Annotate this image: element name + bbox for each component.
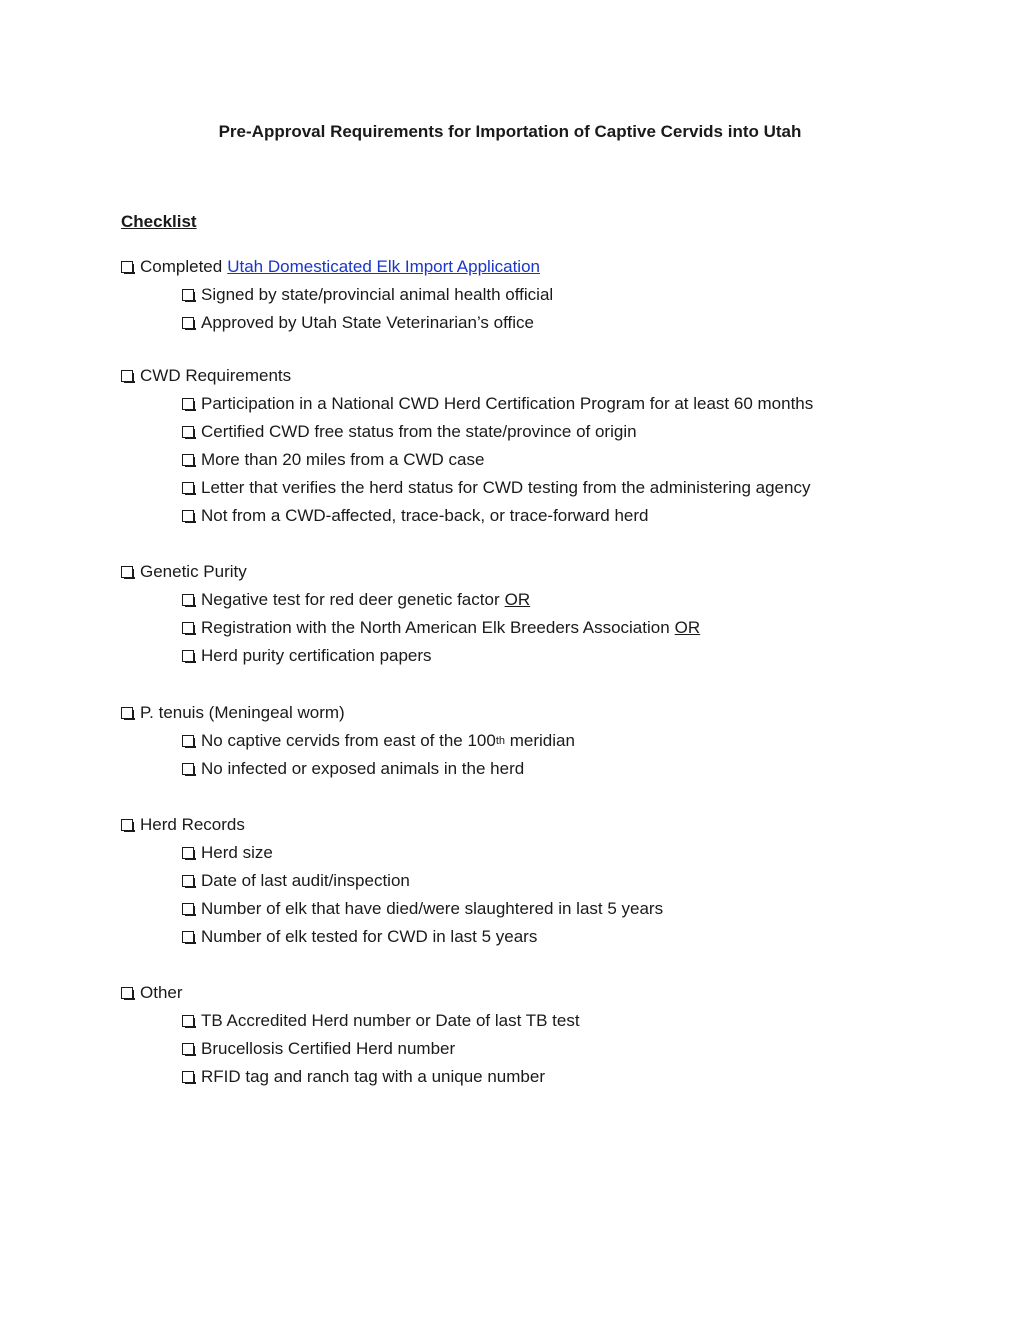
checkbox-icon[interactable] xyxy=(182,398,194,410)
checklist-subitem[interactable] xyxy=(182,449,484,471)
checklist-subitem[interactable] xyxy=(182,421,637,443)
checklist-subitem[interactable] xyxy=(182,312,534,334)
checklist-subitem[interactable] xyxy=(182,1066,545,1088)
item-label: Participation in a National CWD Herd Certification Program for at least 60 months xyxy=(201,394,814,413)
checkbox-icon[interactable] xyxy=(182,454,194,466)
checklist-subitem[interactable] xyxy=(182,617,700,639)
item-label: Letter that verifies the herd status for CWD testing from the administering agency xyxy=(201,478,811,497)
checklist-subitem[interactable] xyxy=(182,926,537,948)
checkbox-icon[interactable] xyxy=(182,1015,194,1027)
checkbox-icon[interactable] xyxy=(182,875,194,887)
checkbox-icon[interactable] xyxy=(121,261,133,273)
checkbox-icon[interactable] xyxy=(182,1043,194,1055)
checkbox-icon[interactable] xyxy=(182,735,194,747)
item-label: Brucellosis Certified Herd number xyxy=(201,1039,456,1058)
checklist-item-application[interactable] xyxy=(121,256,540,278)
import-application-link[interactable]: Utah Domesticated Elk Import Application xyxy=(227,257,540,276)
checklist-subitem[interactable] xyxy=(182,1010,580,1032)
checkbox-icon[interactable] xyxy=(182,622,194,634)
item-label: RFID tag and ranch tag with a unique number xyxy=(201,1067,545,1086)
checklist-item-herd-records[interactable] xyxy=(121,814,245,836)
checklist-subitem[interactable] xyxy=(182,645,432,667)
checklist-item-cwd[interactable] xyxy=(121,365,291,387)
checkbox-icon[interactable] xyxy=(182,317,194,329)
checklist-subitem[interactable] xyxy=(182,870,410,892)
checkbox-icon[interactable] xyxy=(182,510,194,522)
item-label: Signed by state/provincial animal health official xyxy=(201,285,554,304)
checklist-heading: Checklist xyxy=(121,212,197,231)
checkbox-icon[interactable] xyxy=(121,566,133,578)
item-label: CWD Requirements xyxy=(140,366,292,385)
item-label: No infected or exposed animals in the herd xyxy=(201,759,525,778)
checkbox-icon[interactable] xyxy=(182,847,194,859)
checklist-item-p-tenuis[interactable] xyxy=(121,702,345,724)
item-label: Negative test for red deer genetic factor xyxy=(201,590,500,609)
checklist-subitem[interactable] xyxy=(182,589,530,611)
checklist-subitem[interactable] xyxy=(182,842,273,864)
checkbox-icon[interactable] xyxy=(182,763,194,775)
checklist-item-other[interactable] xyxy=(121,982,183,1004)
checkbox-icon[interactable] xyxy=(182,903,194,915)
item-label: Herd Records xyxy=(140,815,245,834)
checkbox-icon[interactable] xyxy=(121,987,133,999)
checkbox-icon[interactable] xyxy=(182,594,194,606)
page-title: Pre-Approval Requirements for Importation of Captive Cervids into Utah xyxy=(218,122,802,141)
item-label: Herd purity certification papers xyxy=(201,646,432,665)
checkbox-icon[interactable] xyxy=(182,650,194,662)
checkbox-icon[interactable] xyxy=(182,289,194,301)
checklist-subitem[interactable]: No captive cervids from east of the 100 th meridian xyxy=(182,730,575,752)
item-label-end: meridian xyxy=(509,731,575,750)
checkbox-icon[interactable] xyxy=(182,426,194,438)
checklist-subitem[interactable] xyxy=(182,898,663,920)
checklist-item-genetic-purity[interactable] xyxy=(121,561,247,583)
or-connector: OR xyxy=(674,618,701,637)
item-label: Herd size xyxy=(201,843,273,862)
checklist-subitem[interactable] xyxy=(182,505,649,527)
item-label: Completed xyxy=(140,257,223,276)
item-label: Number of elk that have died/were slaughtered in last 5 years xyxy=(201,899,664,918)
checkbox-icon[interactable] xyxy=(182,1071,194,1083)
checklist-subitem[interactable] xyxy=(182,1038,455,1060)
item-label: TB Accredited Herd number or Date of last TB test xyxy=(201,1011,580,1030)
item-label: Registration with the North American Elk Breeders Association xyxy=(201,618,670,637)
checkbox-icon[interactable] xyxy=(182,482,194,494)
item-label: Number of elk tested for CWD in last 5 years xyxy=(201,927,538,946)
item-label: Not from a CWD-affected, trace-back, or trace-forward herd xyxy=(201,506,649,525)
item-label: P. tenuis (Meningeal worm) xyxy=(140,703,345,722)
checklist-subitem[interactable] xyxy=(182,284,553,306)
or-connector: OR xyxy=(504,590,531,609)
item-label: Date of last audit/inspection xyxy=(201,871,410,890)
item-label: No captive cervids from east of the 100 xyxy=(201,731,496,750)
item-label: Genetic Purity xyxy=(140,562,247,581)
checkbox-icon[interactable] xyxy=(182,931,194,943)
item-label: More than 20 miles from a CWD case xyxy=(201,450,485,469)
item-label: Other xyxy=(140,983,183,1002)
checkbox-icon[interactable] xyxy=(121,819,133,831)
checklist-subitem[interactable] xyxy=(182,758,524,780)
checkbox-icon[interactable] xyxy=(121,707,133,719)
item-label: Certified CWD free status from the state/province of origin xyxy=(201,422,637,441)
checklist-subitem[interactable] xyxy=(182,477,810,499)
checklist-subitem[interactable] xyxy=(182,393,813,415)
item-label: Approved by Utah State Veterinarian’s office xyxy=(201,313,534,332)
checkbox-icon[interactable] xyxy=(121,370,133,382)
